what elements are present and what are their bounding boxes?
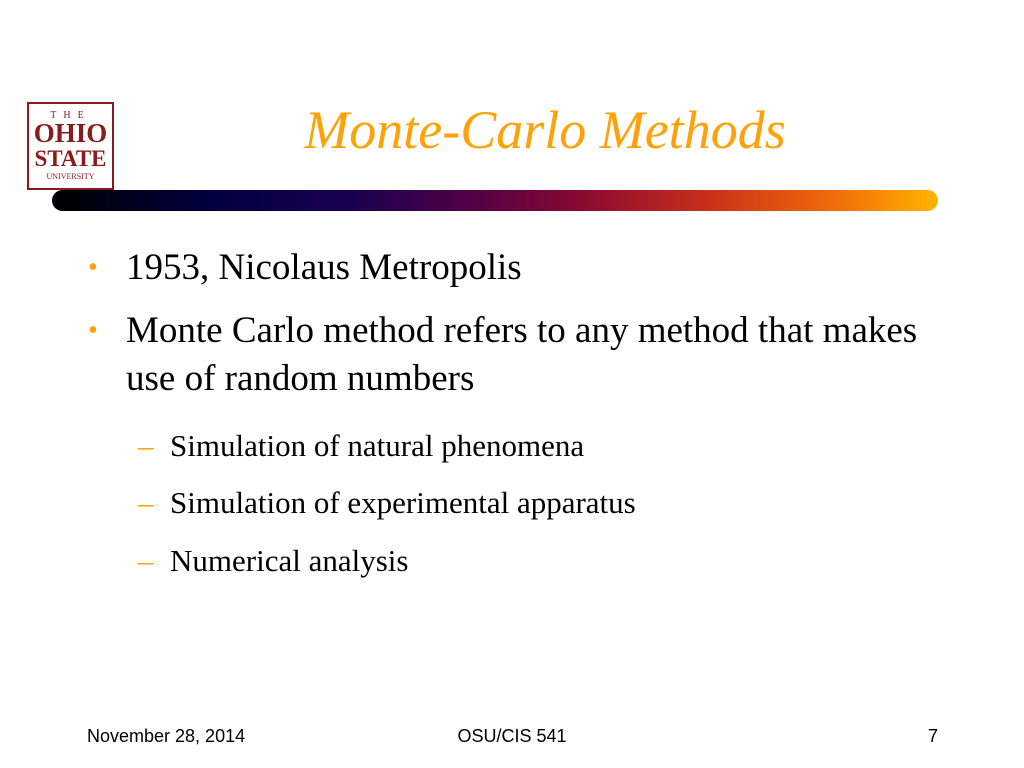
sub-bullet-marker: – [138,543,154,578]
logo-line-ohio: OHIO [33,118,108,148]
sub-bullet-marker: – [138,485,154,520]
logo-line-university: UNIVERSITY [46,172,95,181]
sub-bullet-marker: – [138,428,154,463]
sub-bullet-text: Numerical analysis [170,543,409,578]
logo-line-state: STATE [34,146,107,171]
footer-page-number: 7 [927,726,938,746]
bullet-marker: • [88,252,98,283]
footer-date: November 28, 2014 [87,726,246,746]
slide-title: Monte-Carlo Methods [304,100,786,160]
university-logo [27,102,114,190]
bullet-text: Monte Carlo method refers to any method that makes use of random numbers [126,310,918,399]
university-logo-graphic [29,104,112,188]
footer-course: OSU/CIS 541 [457,726,567,746]
sub-bullet-text: Simulation of experimental apparatus [170,485,636,520]
sub-bullet-text: Simulation of natural phenomena [170,428,585,463]
bullet-marker: • [88,315,98,346]
title-accent-bar [52,190,938,211]
bullet-text: 1953, Nicolaus Metropolis [126,247,522,288]
logo-line-the: THE [50,110,91,121]
